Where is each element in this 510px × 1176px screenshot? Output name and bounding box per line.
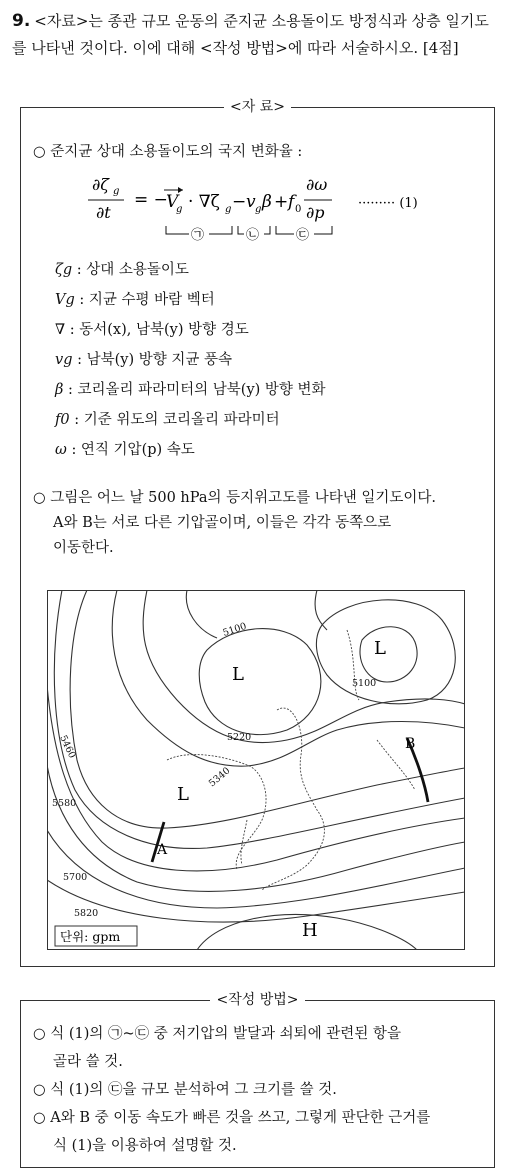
definition-list xyxy=(55,260,326,470)
question-body: <자료>는 종관 규모 운동의 준지균 소용돌이도 방정식과 상층 일기도를 나타낸 것이다. 이에 대해 <작성 방법>에 따라 서술하시오. [4점] xyxy=(12,12,489,57)
definition-item: ζg : 상대 소용돌이도 xyxy=(55,262,189,278)
method-item: ○ 식 (1)의 ㉠~㉢ 중 저기압의 발달과 쇠퇴에 관련된 항을 xyxy=(33,1026,401,1042)
definition-item: ω : 연직 기압(p) 속도 xyxy=(55,442,195,458)
svg-text:g: g xyxy=(113,186,120,197)
contour-label: 5220 xyxy=(227,732,252,743)
vorticity-equation xyxy=(80,168,480,248)
svg-text:−: − xyxy=(232,192,247,212)
equation-number: ········· (1) xyxy=(358,196,418,211)
svg-text:∂t: ∂t xyxy=(96,203,111,222)
svg-text:g: g xyxy=(255,204,262,215)
bullet-weather-map: ○ 그림은 어느 날 500 hPa의 등지위고도를 나타낸 일기도이다. A와 B는 서로 다른 기압골이며, 이들은 각각 동쪽으로 이동한다. xyxy=(33,490,437,556)
trough-b-label: B xyxy=(405,736,416,752)
contour-label: 5460 xyxy=(57,733,78,761)
svg-text:+: + xyxy=(274,192,289,212)
low-label: L xyxy=(374,638,386,659)
definition-item: β : 코리올리 파라미터의 남북(y) 방향 변화 xyxy=(55,382,326,398)
contour-label: 5100 xyxy=(352,678,377,689)
svg-text:∂p: ∂p xyxy=(306,203,325,222)
contour-label: 5700 xyxy=(63,872,88,883)
method-box-title: <작성 방법> xyxy=(21,991,494,1009)
svg-text:g: g xyxy=(176,204,183,215)
contour-label: 5100 xyxy=(221,620,248,639)
question-text xyxy=(12,8,498,62)
contour-label: 5580 xyxy=(52,798,77,809)
svg-text:∂ω: ∂ω xyxy=(306,175,328,194)
svg-text:∂ζ: ∂ζ xyxy=(92,175,109,194)
question-number: 9. xyxy=(12,11,31,31)
weather-map xyxy=(47,590,465,950)
svg-text:v: v xyxy=(246,192,256,212)
svg-text:g: g xyxy=(225,204,232,215)
svg-text:0: 0 xyxy=(295,204,302,215)
low-label: L xyxy=(177,784,189,805)
contour-label: 5340 xyxy=(206,765,233,790)
definition-item: vg : 남북(y) 방향 지균 풍속 xyxy=(55,352,232,368)
unit-label: 단위: gpm xyxy=(60,929,121,944)
method-item: ○ A와 B 중 이동 속도가 빠른 것을 쓰고, 그렇게 판단한 근거를 xyxy=(33,1110,431,1126)
term-label-2: ㉡ xyxy=(246,228,260,243)
method-item: 골라 쓸 것. xyxy=(53,1054,123,1070)
term-label-3: ㉢ xyxy=(296,228,310,243)
definition-item: ∇ : 동서(x), 남북(y) 방향 경도 xyxy=(55,322,249,338)
method-item: ○ 식 (1)의 ㉢을 규모 분석하여 그 크기를 쓸 것. xyxy=(33,1082,337,1098)
term-label-1: ㉠ xyxy=(191,228,205,243)
definition-item: Vg : 지균 수평 바람 벡터 xyxy=(55,292,215,308)
method-item: 식 (1)을 이용하여 설명할 것. xyxy=(53,1138,237,1154)
svg-text:· ∇ζ: · ∇ζ xyxy=(188,192,220,212)
definition-item: f0 : 기준 위도의 코리올리 파라미터 xyxy=(55,412,280,428)
svg-text:= −: = − xyxy=(134,190,168,210)
svg-text:V: V xyxy=(166,192,179,212)
svg-text:β: β xyxy=(262,192,272,212)
contour-label: 5820 xyxy=(74,908,99,919)
high-label: H xyxy=(302,920,318,941)
method-list xyxy=(33,1020,430,1160)
data-box-title: <자 료> xyxy=(21,98,494,116)
trough-a-label: A xyxy=(157,842,168,858)
bullet-vorticity-rate: ○ 준지균 상대 소용돌이도의 국지 변화율 : xyxy=(33,144,303,160)
svg-text:f: f xyxy=(288,192,295,212)
low-label: L xyxy=(232,664,244,685)
